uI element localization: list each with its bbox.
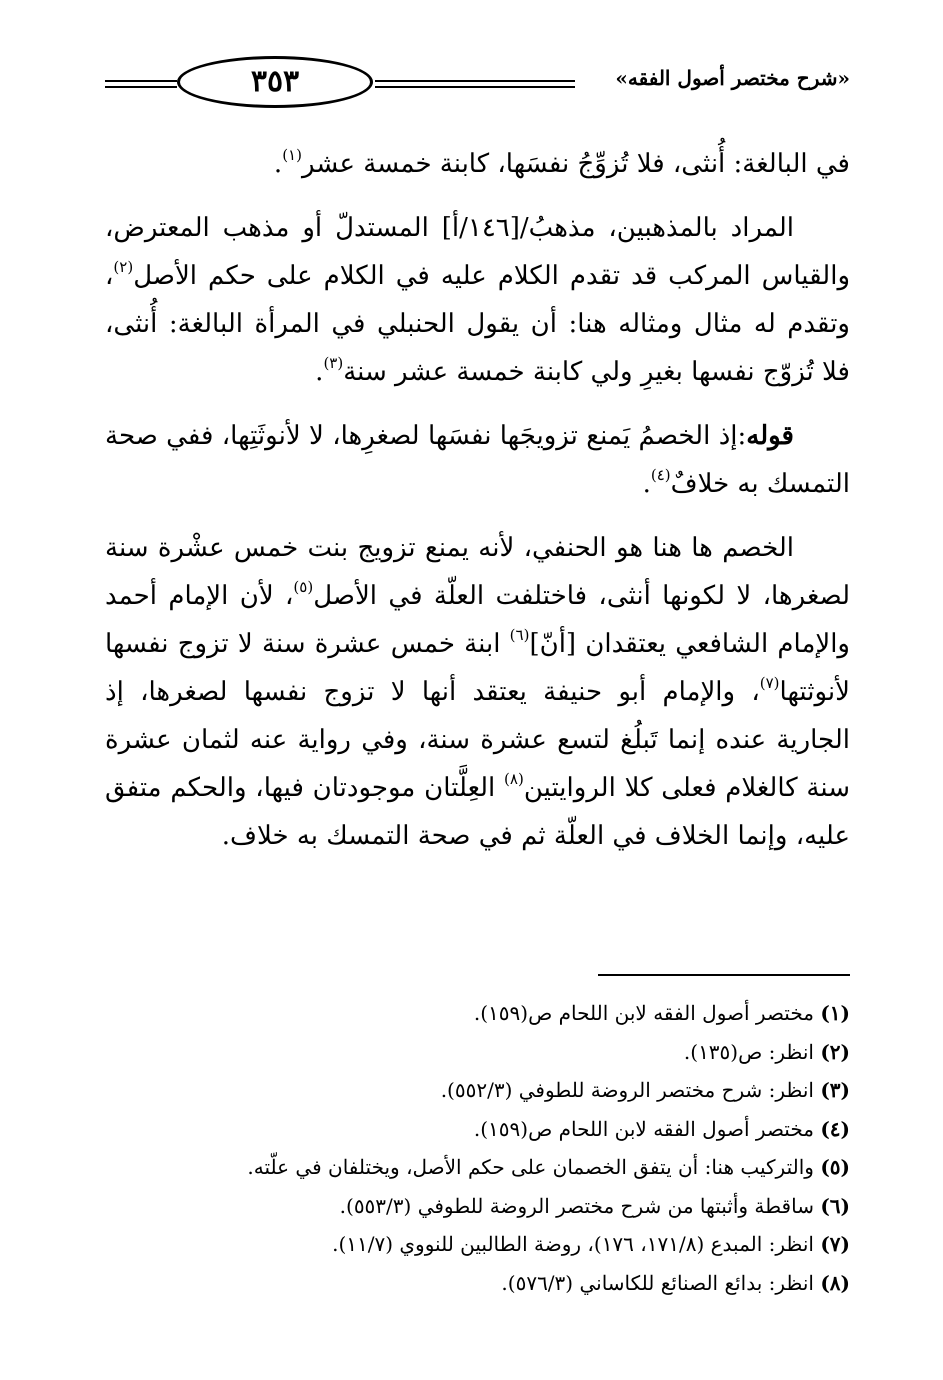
footnote-separator — [598, 974, 850, 976]
footnote-text: انظر: ص(١٣٥). — [683, 1039, 814, 1064]
paragraph-text: :إذ الخصمُ يَمنع تزويجَها نفسَها لصغرِها، لا لأنوثَتِها، ففي صحة التمسك به خلافٌ — [105, 421, 850, 499]
footnote — [105, 1187, 850, 1226]
footnote-ref: (٣) — [323, 354, 344, 372]
header-rule-left — [105, 80, 177, 88]
footnote-number: (١) — [820, 1001, 850, 1025]
footnote-ref: (٧) — [759, 674, 780, 692]
footnote — [105, 994, 850, 1033]
punctuation: . — [273, 149, 283, 179]
footnote-ref: (٦) — [509, 626, 530, 644]
footnote — [105, 1264, 850, 1303]
footnote-ref: (٨) — [504, 770, 524, 788]
paragraph-text: ، وتقدم له مثال ومثاله هنا: أن يقول الحنبلي في المرأة البالغة: أُنثى، فلا تُزوّج نفسها بغيرِ ولي كابنة خمسة عشر سنة — [105, 261, 850, 387]
footnote — [105, 1071, 850, 1110]
paragraph-text: الخصم ها هنا هو الحنفي، لأنه يمنع تزويج بنت خمس عشْرة سنة لصغرها، لا لكونها أنثى، فاختلفت العلّة في الأصل — [105, 533, 850, 611]
paragraph-text: في البالغة: أُنثى، فلا تُزوِّجُ نفسَها، كابنة خمسة عشر — [301, 149, 850, 179]
footnote-number: (٥) — [820, 1155, 850, 1179]
footnote-text: والتركيب هنا: أن يتفق الخصمان على حكم الأصل، ويختلفان في علّته. — [247, 1155, 814, 1179]
footnote-number: (٧) — [820, 1232, 850, 1256]
paragraph-text: ابنة خمس عشرة سنة لا تزوج نفسها لأنوثتها — [105, 629, 850, 707]
footnote-text: ساقطة وأثبتها من شرح مختصر الروضة للطوفي (٥٥٣/٣). — [339, 1193, 814, 1218]
footnote — [105, 1033, 850, 1072]
footnote-ref: (١) — [282, 146, 302, 164]
footnote-ref: (٤) — [650, 466, 671, 484]
footnote — [105, 1110, 850, 1149]
footnote-ref: (٢) — [113, 258, 134, 276]
paragraph-1 — [105, 140, 850, 188]
punctuation: . — [642, 469, 651, 499]
footnotes — [105, 994, 850, 1302]
footnote-ref: (٥) — [293, 578, 314, 596]
paragraph-4 — [105, 524, 850, 860]
footnote-number: (٤) — [820, 1116, 850, 1141]
paragraph-2 — [105, 204, 850, 396]
quote-lead: قوله — [746, 421, 794, 451]
footnote-number: (٨) — [820, 1270, 850, 1295]
header-rule-right — [375, 80, 575, 88]
paragraph-3 — [105, 412, 850, 508]
footnote — [105, 1148, 850, 1187]
punctuation: . — [315, 357, 324, 387]
footnote-text: انظر: المبدع (١٧١/٨، ١٧٦)، روضة الطالبين للنووي (١١/٧). — [332, 1232, 814, 1256]
page-header — [105, 44, 850, 124]
footnote — [105, 1225, 850, 1264]
footnote-number: (٦) — [820, 1193, 850, 1218]
paragraph-text: العِلَّتان موجودتان فيها، والحكم متفق عليه، وإنما الخلاف في العلّة ثم في صحة التمسك به خلاف. — [105, 773, 850, 851]
main-text — [105, 140, 850, 860]
page-number: ٣٥٣ — [177, 56, 373, 108]
paragraph-text: المراد بالمذهبين، مذهبُ/[١٤٦/أ] المستدلّ أو مذهب المعترض، والقياس المركب قد تقدم الكلام عليه في الكلام على حكم الأصل — [105, 213, 850, 291]
paragraph-text: ، والإمام أبو حنيفة يعتقد أنها لا تزوج نفسها لصغرها، إذ الجارية عنده إنما تَبلُغ لتسع عشرة سنة، وفي رواية عنه لثمان عشرة سنة كالغلام فعلى كلا الروايتين — [105, 677, 850, 803]
footnote-number: (٢) — [820, 1039, 850, 1064]
footnote-text: انظر: بدائع الصنائع للكاساني (٥٧٦/٣). — [501, 1270, 814, 1295]
running-title: «شرح مختصر أصول الفقه» — [615, 66, 850, 90]
footnote-text: مختصر أصول الفقه لابن اللحام ص(١٥٩). — [473, 1001, 814, 1025]
paragraph-text: ، لأن الإمام أحمد والإمام الشافعي يعتقدان [أنّ] — [105, 581, 850, 659]
footnote-text: انظر: شرح مختصر الروضة للطوفي (٥٥٢/٣). — [440, 1078, 814, 1102]
footnote-number: (٣) — [820, 1078, 850, 1102]
footnote-text: مختصر أصول الفقه لابن اللحام ص(١٥٩). — [473, 1116, 814, 1141]
